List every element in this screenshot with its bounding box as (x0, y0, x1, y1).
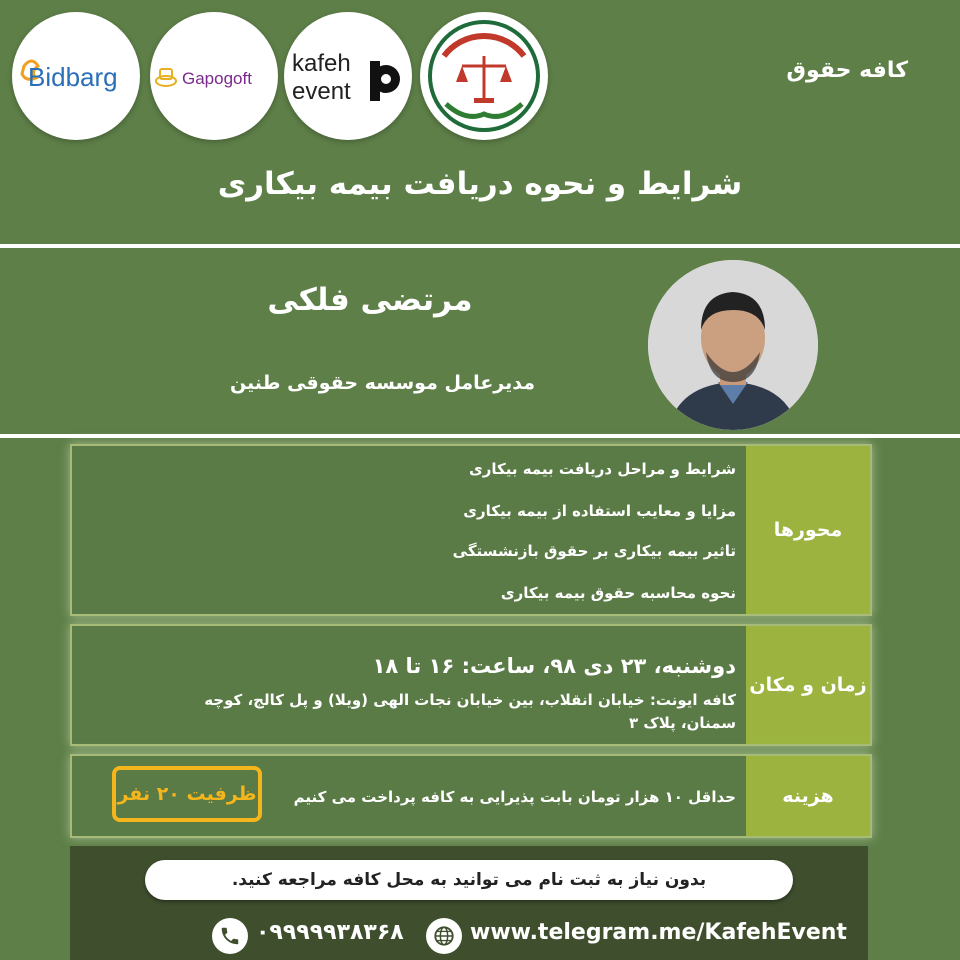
bidbarg-logo (12, 12, 140, 140)
cost-label: هزینه (746, 756, 870, 836)
divider-middle (0, 434, 960, 438)
globe-icon (426, 918, 462, 954)
topic-item: نحوه محاسبه حقوق بیمه بیکاری (500, 584, 736, 602)
footer (70, 846, 868, 960)
schedule-label: زمان و مکان (746, 626, 870, 744)
topics-panel (70, 444, 872, 616)
event-title: شرایط و نحوه دریافت بیمه بیکاری (217, 166, 743, 202)
topic-item: تاثیر بیمه بیکاری بر حقوق بازنشستگی (452, 542, 736, 560)
kafeh-logo-line1: kafeh (292, 50, 351, 77)
speaker-photo (648, 260, 818, 430)
bidbarg-logo-graphic (14, 46, 138, 106)
speaker-name: مرتضی فلکی (267, 282, 473, 318)
phone-number: ۰۹۹۹۹۹۳۸۳۶۸ (256, 920, 404, 945)
schedule-panel (70, 624, 872, 746)
bidbarg-logo-text: Bidbarg (28, 62, 118, 92)
kafeh-logo-line2: event (292, 78, 351, 105)
event-address: کافه ایونت: خیابان انقلاب، بین خیابان نجات الهی (ویلا) و پل کالج، کوچه سمنان، پلاک ۳ (204, 691, 736, 732)
gapogoft-logo (150, 12, 278, 140)
telegram-link[interactable]: www.telegram.me/KafehEvent (470, 920, 847, 945)
cost-text: حداقل ۱۰ هزار تومان بابت پذیرایی به کافه پرداخت می کنیم (293, 788, 736, 806)
legal-seal-graphic (424, 16, 544, 136)
topics-label: محورها (746, 446, 870, 614)
capacity-badge: ظرفیت ۲۰ نفر (112, 766, 262, 822)
kafeh-event-logo (284, 12, 412, 140)
speaker-role: مدیرعامل موسسه حقوقی طنین (229, 372, 535, 394)
divider-top (0, 244, 960, 248)
cost-panel (70, 754, 872, 838)
kafeh-event-logo-graphic (286, 31, 410, 121)
gapogoft-logo-text: Gapogoft (182, 69, 252, 88)
legal-institute-logo (420, 12, 548, 140)
speaker-portrait (648, 260, 818, 430)
registration-notice: بدون نیاز به ثبت نام می توانید به محل کافه مراجعه کنید. (145, 860, 793, 900)
phone-icon (212, 918, 248, 954)
event-datetime: دوشنبه، ۲۳ دی ۹۸، ساعت: ۱۶ تا ۱۸ (372, 654, 736, 678)
brand-title: کافه حقوق (786, 58, 908, 83)
topic-item: مزایا و معایب استفاده از بیمه بیکاری (463, 502, 736, 520)
topic-item: شرایط و مراحل دریافت بیمه بیکاری (468, 460, 736, 478)
gapogoft-logo-graphic (152, 51, 276, 101)
